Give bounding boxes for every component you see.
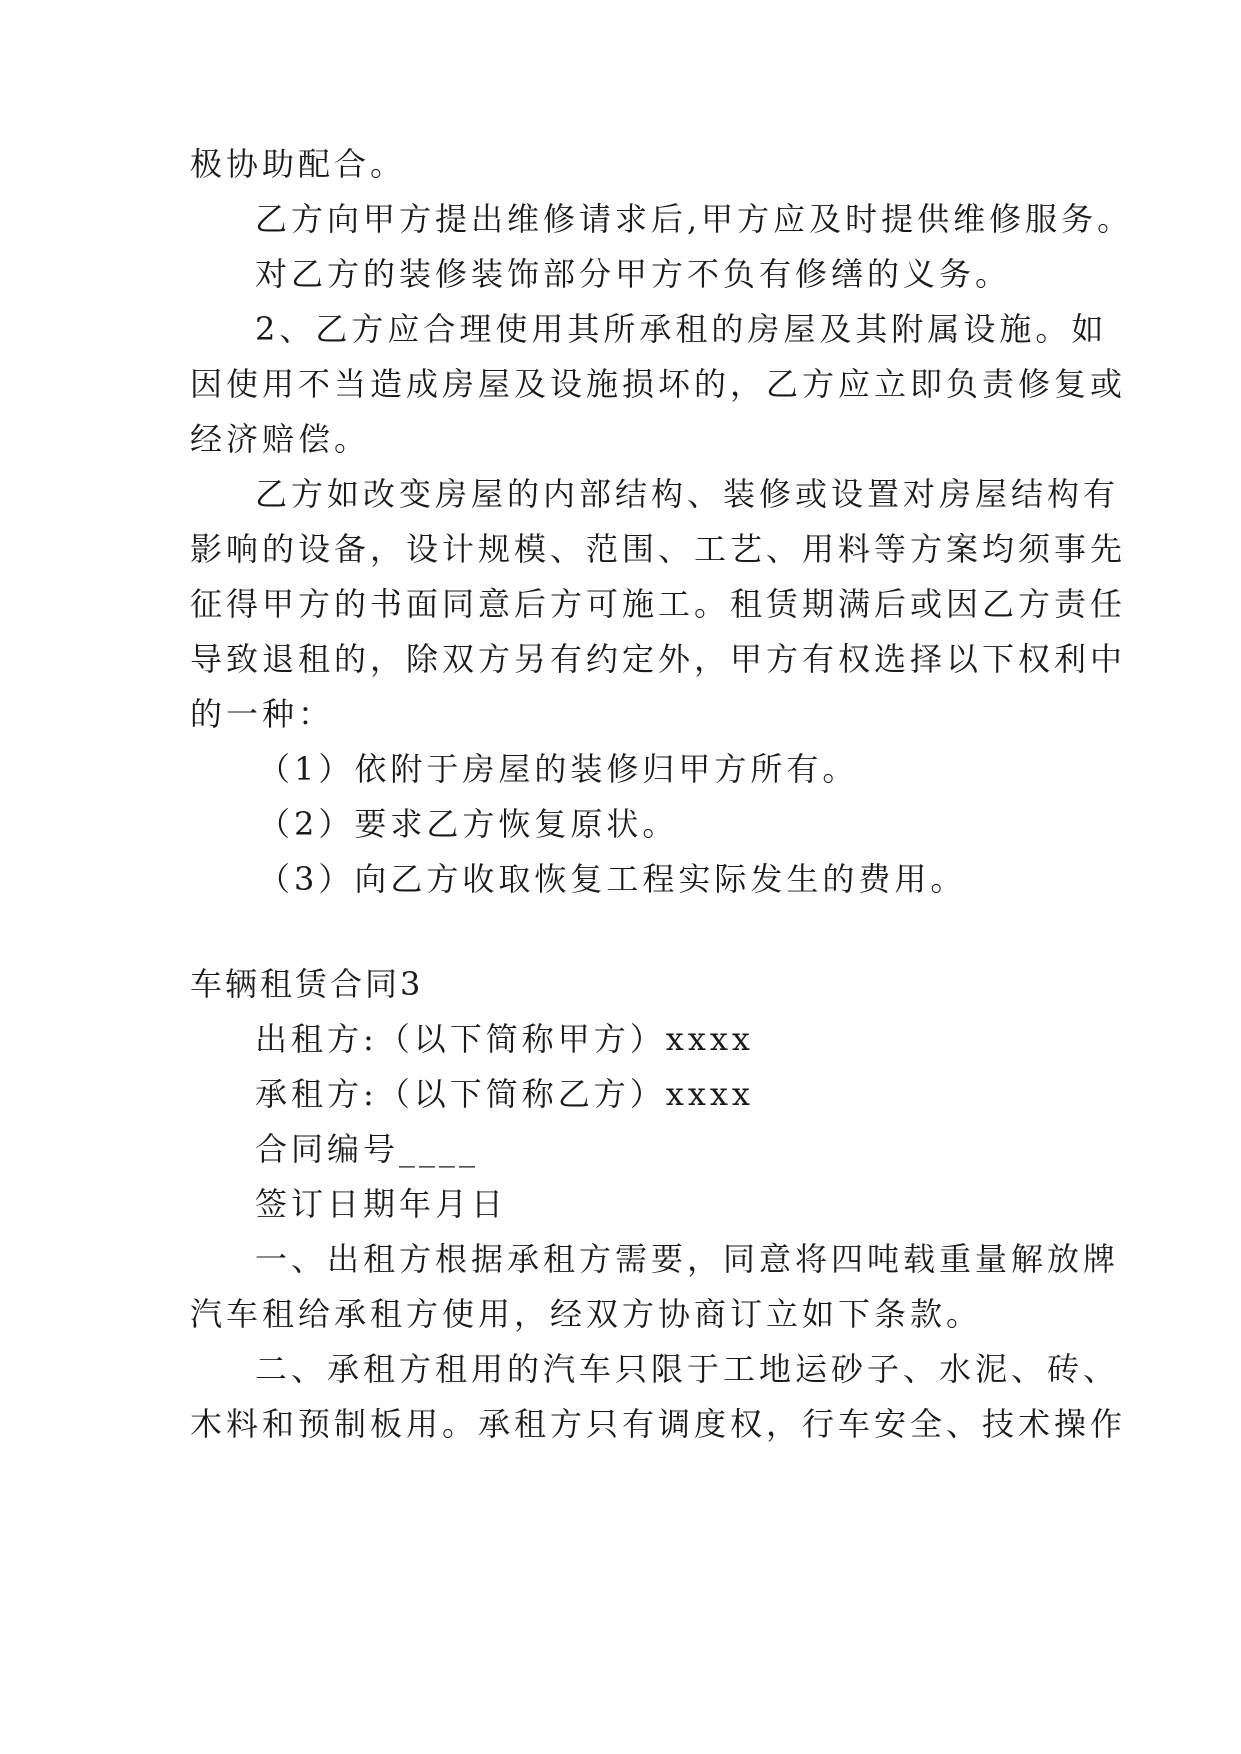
paragraph-line: 影响的设备，设计规模、范围、工艺、用料等方案均须事先 [190, 530, 1127, 568]
list-item: （3）向乙方收取恢复工程实际发生的费用。 [258, 860, 967, 898]
paragraph-line: 极协助配合。 [190, 145, 407, 183]
paragraph-line: 征得甲方的书面同意后方可施工。租赁期满后或因乙方责任 [190, 585, 1127, 623]
paragraph-line: 因使用不当造成房屋及设施损坏的，乙方应立即负责修复或 [190, 365, 1127, 403]
paragraph-line: 乙方向甲方提出维修请求后,甲方应及时提供维修服务。 [255, 200, 1134, 238]
paragraph-line: 的一种： [190, 695, 335, 733]
section-title: 车辆租赁合同3 [190, 965, 424, 1003]
paragraph-line: 木料和预制板用。承租方只有调度权，行车安全、技术操作 [190, 1405, 1127, 1443]
paragraph-line: 对乙方的装修装饰部分甲方不负有修缮的义务。 [255, 255, 1012, 293]
paragraph-line: 经济赔偿。 [190, 420, 371, 458]
paragraph-line: 导致退租的，除双方另有约定外，甲方有权选择以下权利中 [190, 640, 1127, 678]
paragraph-line: 二、承租方租用的汽车只限于工地运砂子、水泥、砖、 [255, 1350, 1120, 1388]
paragraph-line: 承租方:（以下简称乙方）xxxx [255, 1075, 754, 1113]
paragraph-line: 出租方:（以下简称甲方）xxxx [255, 1020, 754, 1058]
paragraph-line: 签订日期年月日 [255, 1185, 508, 1223]
list-item: （2）要求乙方恢复原状。 [258, 805, 679, 843]
paragraph-line: 合同编号____ [255, 1130, 480, 1168]
paragraph-line: 一、出租方根据承租方需要，同意将四吨载重量解放牌 [255, 1240, 1120, 1278]
paragraph-line: 2、乙方应合理使用其所承租的房屋及其附属设施。如 [255, 310, 1108, 348]
paragraph-line: 汽车租给承租方使用，经双方协商订立如下条款。 [190, 1295, 983, 1333]
list-item: （1）依附于房屋的装修归甲方所有。 [258, 750, 859, 788]
paragraph-line: 乙方如改变房屋的内部结构、装修或设置对房屋结构有 [255, 475, 1120, 513]
